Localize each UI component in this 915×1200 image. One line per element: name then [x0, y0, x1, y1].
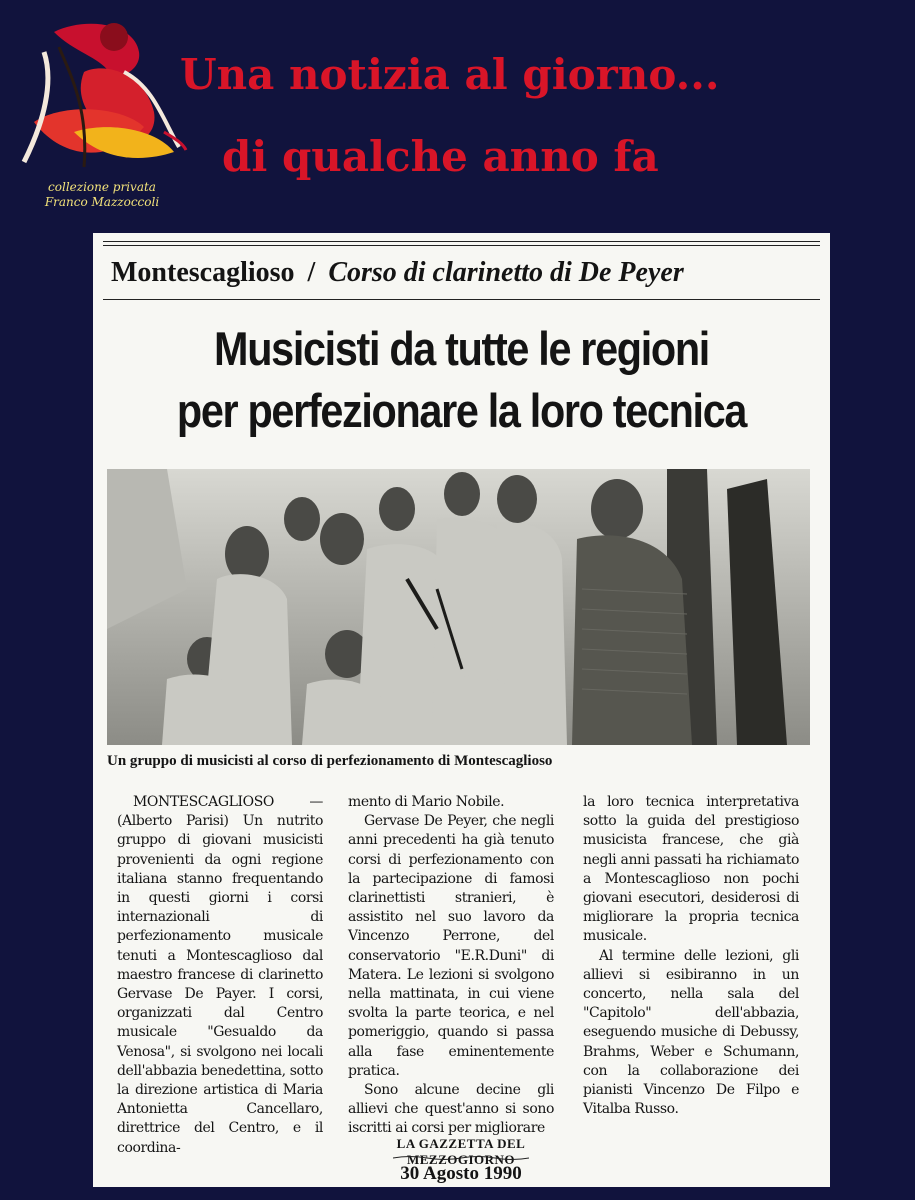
- kicker: [111, 257, 684, 289]
- kicker-topic: Corso di clarinetto di De Peyer: [328, 257, 684, 288]
- column-3-para-1: la loro tecnica interpretativa sotto la guida del prestigioso musicista francese, che già negli anni passati ha richiamato a Montescaglioso non pochi giovani esecutori, desiderosi di migliorare la propria tecnica musicale.: [583, 794, 799, 945]
- logo-caption-line1: collezione privata: [48, 180, 156, 194]
- top-rule: [103, 241, 820, 242]
- kicker-rule: [103, 299, 820, 300]
- masthead-ornament: [393, 1155, 529, 1161]
- headline-line-2: per perfezionare la loro tecnica: [176, 384, 747, 437]
- kicker-place: Montescaglioso: [111, 257, 295, 288]
- column-2-para-1: mento di Mario Nobile.: [348, 794, 505, 810]
- logo-caption-line2: Franco Mazzoccoli: [44, 195, 160, 209]
- newspaper-masthead: LA GAZZETTA DEL MEZZOGIORNO: [396, 1136, 526, 1167]
- header-line-1: Una notizia al giorno...: [180, 50, 720, 99]
- newspaper-clipping: [93, 233, 830, 1187]
- kicker-separator: /: [307, 257, 316, 288]
- headline-line-1: Musicisti da tutte le regioni: [214, 322, 709, 375]
- column-1-text: MONTESCAGLIOSO — (Alberto Parisi) Un nutrito gruppo di giovani musicisti provenienti da ogni regione italiana stanno frequentando in questi giorni i corsi internazionali di perfezionamento musicale tenuti a Montescaglioso dal maestro francese di clarinetto Gervase De Payer. I corsi, organizzati dal Centro musicale "Gesualdo da Venosa", si svolgono nei locali dell'abbazia benedettina, sotto la direzione artistica di Maria Antonietta Cancellaro, direttrice del Centro, e il coordina-: [117, 794, 324, 1156]
- column-2-para-3: Sono alcune decine gli allievi che quest'anno si sono iscritti ai corsi per migliorare: [348, 1082, 554, 1137]
- header-line-2: di qualche anno fa: [222, 132, 659, 181]
- column-3-para-2: Al termine delle lezioni, gli allievi si esibiranno in un concerto, nella sala del "Capitolo" dell'abbazia, eseguendo musiche di Debussy, Brahms, Weber e Schumann, con la collaborazione dei pianisti Vincenzo De Filpo e Vitalba Russo.: [583, 947, 799, 1118]
- column-2-para-2: Gervase De Peyer, che negli anni precedenti ha già tenuto corsi di perfezionamento con la partecipazione di famosi clarinettisti stranieri, è assistito nel suo lavoro da Vincenzo Perrone, del conservatorio "E.R.Duni" di Matera. Le lezioni si svolgono nella mattinata, in cui viene svolta la parte teorica, e nel pomeriggio, quando si passa alla fase eminentemente pratica.: [348, 813, 554, 1079]
- article-column-2: [348, 793, 554, 1139]
- collection-logo: [14, 12, 190, 224]
- article-column-1: [117, 793, 323, 1158]
- publication-date: 30 Agosto 1990: [400, 1163, 522, 1184]
- group-photo: [107, 469, 810, 745]
- article-column-3: [583, 793, 799, 1119]
- photo-caption: Un gruppo di musicisti al corso di perfezionamento di Montescaglioso: [107, 753, 553, 769]
- dancer-illustration: [14, 12, 190, 182]
- top-rule-2: [103, 245, 820, 246]
